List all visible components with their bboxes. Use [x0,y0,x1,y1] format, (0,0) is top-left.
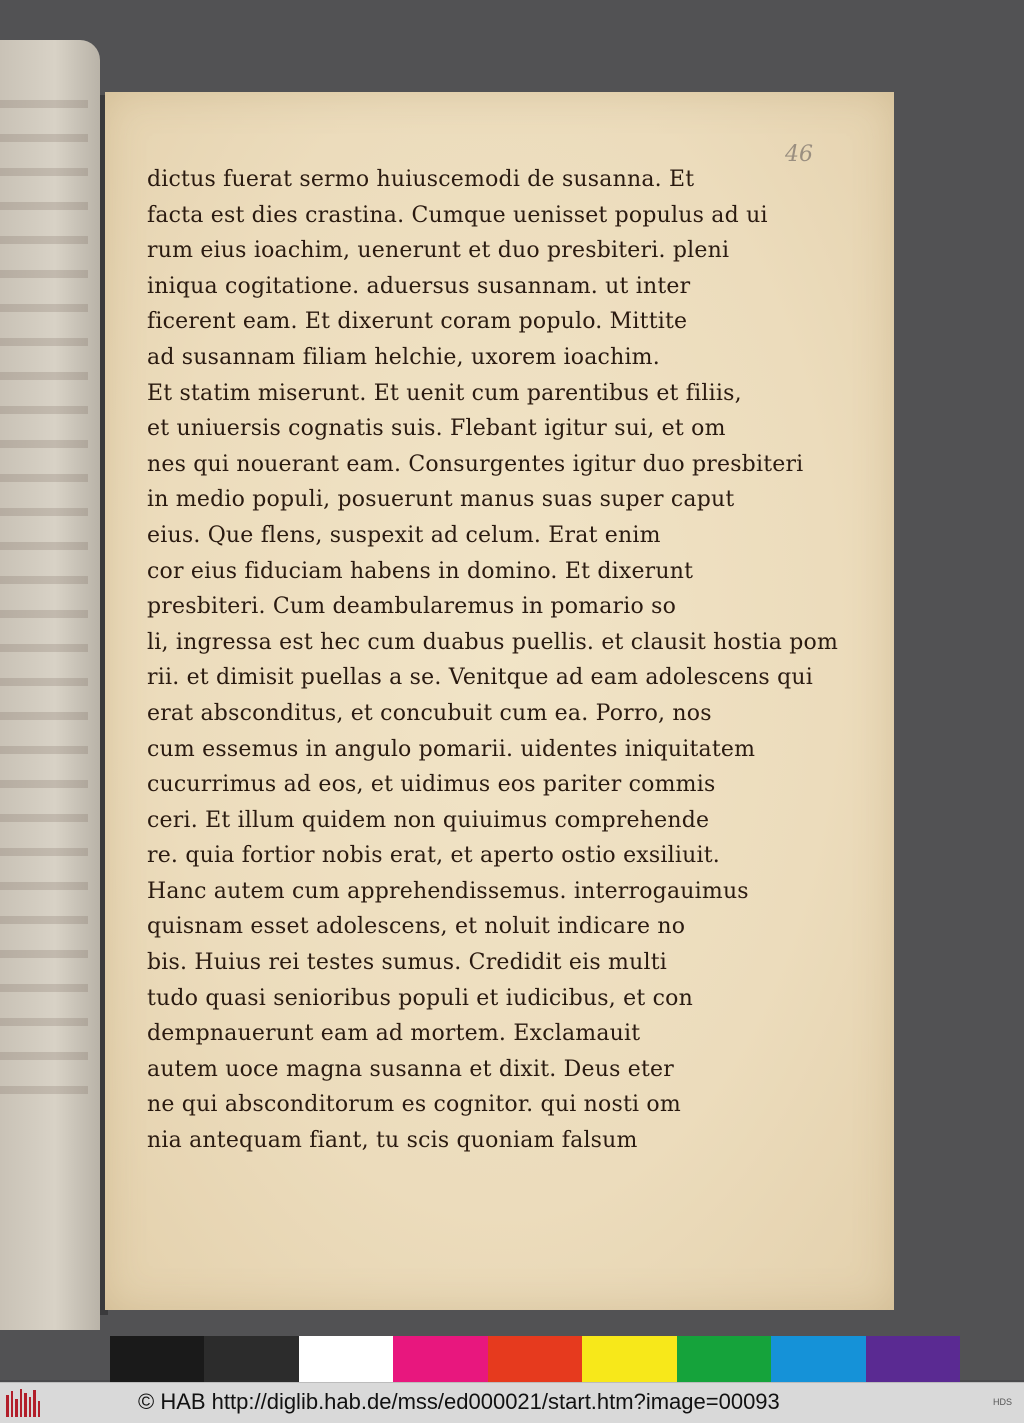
color-swatch [582,1336,676,1382]
text-line: nes qui nouerant eam. Consurgentes igitur duo presbiteri [147,451,804,477]
text-line: eius. Que flens, suspexit ad celum. Erat enim [147,522,661,548]
color-swatch [488,1336,582,1382]
color-swatch [299,1336,393,1382]
text-line: facta est dies crastina. Cumque uenisset populus ad ui [147,202,768,228]
color-swatch [393,1336,487,1382]
scan-mark: HDS [992,1397,1012,1407]
text-line: in medio populi, posuerunt manus suas super caput [147,487,735,513]
text-line: presbiteri. Cum deambularemus in pomario so [147,594,677,620]
footer-bar [0,1382,1024,1423]
color-calibration-bar [110,1336,960,1382]
text-line: erat absconditus, et concubuit cum ea. Porro, nos [147,700,712,726]
color-swatch [110,1336,204,1382]
text-line: cor eius fiduciam habens in domino. Et dixerunt [147,558,694,584]
color-swatch [771,1336,865,1382]
text-line: li, ingressa est hec cum duabus puellis. et clausit hostia pom [147,629,839,655]
previous-page-edge [0,40,100,1330]
text-line: et uniuersis cognatis suis. Flebant igitur sui, et om [147,416,726,442]
text-line: bis. Huius rei testes sumus. Credidit eis multi [147,950,667,976]
text-line: dictus fuerat sermo huiuscemodi de susanna. Et [147,167,695,192]
text-line: quisnam esset adolescens, et noluit indicare no [147,914,686,940]
text-line: iniqua cogitatione. aduersus susannam. ut inter [147,273,691,299]
text-line: cucurrimus ad eos, et uidimus eos pariter commis [147,772,716,798]
text-line: ad susannam filiam helchie, uxorem ioachim. [147,344,660,370]
credit-link[interactable]: © HAB http://diglib.hab.de/mss/ed000021/start.htm?image=00093 [138,1389,780,1414]
text-line: tudo quasi senioribus populi et iudicibus, et con [147,985,693,1011]
text-line: ceri. Et illum quidem non quiuimus comprehende [147,807,710,833]
color-swatch [204,1336,298,1382]
text-line: autem uoce magna susanna et dixit. Deus eter [147,1056,674,1082]
text-line: nia antequam fiant, tu scis quoniam falsum [147,1128,638,1154]
color-swatch [866,1336,960,1382]
hab-logo-icon [6,1389,40,1417]
text-line: re. quia fortior nobis erat, et aperto ostio exsiliuit. [147,843,720,869]
text-line: ne qui absconditorum es cognitor. qui nosti om [147,1092,681,1118]
text-line: rii. et dimisit puellas a se. Venitque ad eam adolescens qui [147,665,814,691]
text-line: Et statim miserunt. Et uenit cum parentibus et filiis, [147,380,742,406]
show-through-text [0,100,88,1100]
folio-number: 46 [785,142,813,167]
text-line: ficerent eam. Et dixerunt coram populo. Mittite [147,309,688,335]
color-swatch [677,1336,771,1382]
text-line: dempnauerunt eam ad mortem. Exclamauit [147,1021,641,1047]
manuscript-page [105,92,894,1310]
text-line: rum eius ioachim, uenerunt et duo presbiteri. pleni [147,238,730,264]
text-line: Hanc autem cum apprehendissemus. interrogauimus [147,878,749,904]
text-line: cum essemus in angulo pomarii. uidentes iniquitatem [147,736,756,762]
text-block [147,162,839,1159]
